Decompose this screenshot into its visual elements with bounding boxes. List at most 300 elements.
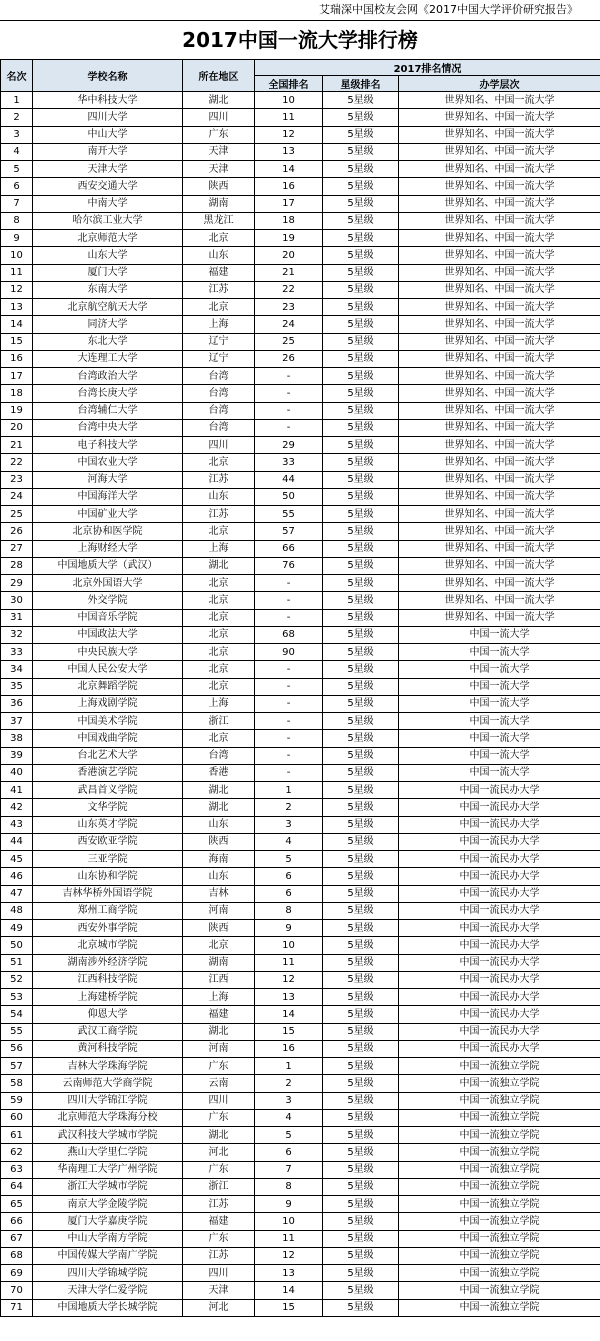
cell-school: 四川大学锦城学院	[33, 1265, 183, 1282]
cell-school-level: 中国一流民办大学	[399, 937, 600, 954]
cell-rank: 61	[1, 1127, 33, 1144]
cell-rank: 1	[1, 92, 33, 109]
cell-star-rank: 5星级	[323, 92, 399, 109]
table-row	[1, 1075, 600, 1092]
header-ranking-group: 2017排名情况	[255, 60, 600, 76]
cell-region: 上海	[183, 540, 255, 557]
cell-school-level: 世界知名、中国一流大学	[399, 109, 600, 126]
cell-star-rank: 5星级	[323, 1092, 399, 1109]
cell-region: 上海	[183, 989, 255, 1006]
cell-school-level: 中国一流民办大学	[399, 971, 600, 988]
cell-national-rank: 3	[255, 816, 323, 833]
table-row	[1, 523, 600, 540]
cell-rank: 71	[1, 1299, 33, 1316]
cell-rank: 5	[1, 161, 33, 178]
table-row	[1, 626, 600, 643]
table-row	[1, 264, 600, 281]
cell-school-level: 世界知名、中国一流大学	[399, 402, 600, 419]
cell-region: 湖南	[183, 954, 255, 971]
cell-rank: 38	[1, 730, 33, 747]
cell-region: 台湾	[183, 419, 255, 436]
cell-national-rank: 2	[255, 1075, 323, 1092]
cell-school: 湖南涉外经济学院	[33, 954, 183, 971]
cell-school-level: 中国一流大学	[399, 644, 600, 661]
cell-star-rank: 5星级	[323, 212, 399, 229]
cell-star-rank: 5星级	[323, 230, 399, 247]
cell-school-level: 中国一流民办大学	[399, 799, 600, 816]
cell-star-rank: 5星级	[323, 385, 399, 402]
cell-rank: 44	[1, 833, 33, 850]
cell-star-rank: 5星级	[323, 885, 399, 902]
cell-school: 香港演艺学院	[33, 764, 183, 781]
cell-region: 北京	[183, 609, 255, 626]
cell-rank: 42	[1, 799, 33, 816]
cell-rank: 69	[1, 1265, 33, 1282]
table-row	[1, 402, 600, 419]
table-row	[1, 1265, 600, 1282]
cell-region: 湖北	[183, 92, 255, 109]
cell-school: 厦门大学	[33, 264, 183, 281]
cell-school-level: 世界知名、中国一流大学	[399, 609, 600, 626]
cell-school-level: 中国一流独立学院	[399, 1213, 600, 1230]
cell-school: 中国地质大学（武汉）	[33, 557, 183, 574]
cell-star-rank: 5星级	[323, 540, 399, 557]
cell-rank: 21	[1, 437, 33, 454]
cell-national-rank: 18	[255, 212, 323, 229]
cell-region: 浙江	[183, 713, 255, 730]
cell-national-rank: 25	[255, 333, 323, 350]
cell-school-level: 中国一流民办大学	[399, 1006, 600, 1023]
table-row	[1, 920, 600, 937]
cell-school: 云南师范大学商学院	[33, 1075, 183, 1092]
cell-star-rank: 5星级	[323, 1299, 399, 1316]
cell-national-rank: 15	[255, 1299, 323, 1316]
cell-star-rank: 5星级	[323, 402, 399, 419]
cell-school: 天津大学仁爱学院	[33, 1282, 183, 1299]
cell-star-rank: 5星级	[323, 419, 399, 436]
cell-school-level: 世界知名、中国一流大学	[399, 195, 600, 212]
cell-school: 武汉工商学院	[33, 1023, 183, 1040]
cell-school-level: 世界知名、中国一流大学	[399, 212, 600, 229]
cell-national-rank: 10	[255, 937, 323, 954]
cell-national-rank: -	[255, 575, 323, 592]
table-row	[1, 885, 600, 902]
cell-rank: 7	[1, 195, 33, 212]
cell-region: 山东	[183, 816, 255, 833]
cell-star-rank: 5星级	[323, 143, 399, 160]
cell-region: 河南	[183, 902, 255, 919]
cell-national-rank: 15	[255, 1023, 323, 1040]
cell-star-rank: 5星级	[323, 833, 399, 850]
cell-school: 中国人民公安大学	[33, 661, 183, 678]
cell-national-rank: -	[255, 730, 323, 747]
cell-school: 北京城市学院	[33, 937, 183, 954]
cell-star-rank: 5星级	[323, 764, 399, 781]
table-row	[1, 419, 600, 436]
cell-school: 大连理工大学	[33, 350, 183, 367]
cell-school: 中国美术学院	[33, 713, 183, 730]
cell-rank: 49	[1, 920, 33, 937]
cell-school: 北京外国语大学	[33, 575, 183, 592]
cell-school-level: 世界知名、中国一流大学	[399, 281, 600, 298]
cell-star-rank: 5星级	[323, 1109, 399, 1126]
cell-rank: 47	[1, 885, 33, 902]
cell-national-rank: 10	[255, 92, 323, 109]
cell-region: 江苏	[183, 1196, 255, 1213]
cell-star-rank: 5星级	[323, 644, 399, 661]
cell-star-rank: 5星级	[323, 264, 399, 281]
cell-school-level: 世界知名、中国一流大学	[399, 471, 600, 488]
cell-national-rank: 2	[255, 799, 323, 816]
cell-school-level: 中国一流民办大学	[399, 782, 600, 799]
table-row	[1, 109, 600, 126]
header-school-level: 办学层次	[399, 76, 600, 92]
cell-national-rank: -	[255, 385, 323, 402]
cell-national-rank: 66	[255, 540, 323, 557]
cell-rank: 32	[1, 626, 33, 643]
cell-national-rank: 4	[255, 1109, 323, 1126]
cell-school: 天津大学	[33, 161, 183, 178]
cell-rank: 16	[1, 350, 33, 367]
table-row	[1, 281, 600, 298]
cell-school-level: 中国一流独立学院	[399, 1127, 600, 1144]
cell-star-rank: 5星级	[323, 1006, 399, 1023]
cell-star-rank: 5星级	[323, 1265, 399, 1282]
cell-school: 外交学院	[33, 592, 183, 609]
cell-school-level: 世界知名、中国一流大学	[399, 523, 600, 540]
cell-region: 天津	[183, 143, 255, 160]
cell-rank: 35	[1, 678, 33, 695]
cell-school-level: 中国一流民办大学	[399, 989, 600, 1006]
table-body	[1, 92, 600, 1317]
cell-region: 陕西	[183, 920, 255, 937]
cell-rank: 19	[1, 402, 33, 419]
cell-school-level: 世界知名、中国一流大学	[399, 454, 600, 471]
cell-national-rank: 6	[255, 1144, 323, 1161]
cell-region: 上海	[183, 695, 255, 712]
cell-region: 北京	[183, 592, 255, 609]
cell-national-rank: 17	[255, 195, 323, 212]
cell-school: 南开大学	[33, 143, 183, 160]
cell-school: 西安欧亚学院	[33, 833, 183, 850]
cell-national-rank: 9	[255, 1196, 323, 1213]
cell-national-rank: -	[255, 402, 323, 419]
table-row	[1, 1230, 600, 1247]
cell-rank: 14	[1, 316, 33, 333]
cell-school: 同济大学	[33, 316, 183, 333]
cell-rank: 63	[1, 1161, 33, 1178]
cell-school-level: 世界知名、中国一流大学	[399, 368, 600, 385]
cell-region: 广东	[183, 1109, 255, 1126]
cell-rank: 68	[1, 1247, 33, 1264]
table-row	[1, 126, 600, 143]
table-row	[1, 1023, 600, 1040]
cell-region: 陕西	[183, 833, 255, 850]
cell-school-level: 中国一流独立学院	[399, 1265, 600, 1282]
cell-school-level: 中国一流独立学院	[399, 1092, 600, 1109]
cell-national-rank: 13	[255, 1265, 323, 1282]
cell-region: 广东	[183, 1058, 255, 1075]
table-row	[1, 368, 600, 385]
cell-star-rank: 5星级	[323, 730, 399, 747]
cell-school: 郑州工商学院	[33, 902, 183, 919]
cell-school: 山东协和学院	[33, 868, 183, 885]
cell-school-level: 中国一流大学	[399, 747, 600, 764]
cell-rank: 27	[1, 540, 33, 557]
table-row	[1, 954, 600, 971]
cell-school: 中国地质大学长城学院	[33, 1299, 183, 1316]
cell-rank: 46	[1, 868, 33, 885]
cell-school: 中山大学	[33, 126, 183, 143]
cell-national-rank: 20	[255, 247, 323, 264]
cell-national-rank: 26	[255, 350, 323, 367]
cell-school-level: 中国一流大学	[399, 661, 600, 678]
cell-rank: 52	[1, 971, 33, 988]
cell-school-level: 中国一流民办大学	[399, 1040, 600, 1057]
cell-school: 东北大学	[33, 333, 183, 350]
cell-star-rank: 5星级	[323, 1144, 399, 1161]
cell-rank: 11	[1, 264, 33, 281]
cell-school: 中山大学南方学院	[33, 1230, 183, 1247]
cell-region: 江西	[183, 971, 255, 988]
cell-region: 浙江	[183, 1178, 255, 1195]
table-row	[1, 1109, 600, 1126]
cell-school: 浙江大学城市学院	[33, 1178, 183, 1195]
cell-rank: 40	[1, 764, 33, 781]
table-row	[1, 1040, 600, 1057]
cell-region: 四川	[183, 1265, 255, 1282]
table-row	[1, 195, 600, 212]
cell-region: 湖北	[183, 782, 255, 799]
cell-region: 陕西	[183, 178, 255, 195]
cell-star-rank: 5星级	[323, 350, 399, 367]
cell-rank: 30	[1, 592, 33, 609]
cell-star-rank: 5星级	[323, 1213, 399, 1230]
header-star-rank: 星级排名	[323, 76, 399, 92]
cell-region: 上海	[183, 316, 255, 333]
cell-national-rank: -	[255, 419, 323, 436]
cell-school-level: 世界知名、中国一流大学	[399, 178, 600, 195]
cell-rank: 64	[1, 1178, 33, 1195]
cell-school-level: 中国一流独立学院	[399, 1178, 600, 1195]
cell-region: 江苏	[183, 471, 255, 488]
cell-school: 河海大学	[33, 471, 183, 488]
table-row	[1, 1161, 600, 1178]
table-row	[1, 178, 600, 195]
cell-school-level: 世界知名、中国一流大学	[399, 540, 600, 557]
cell-school-level: 中国一流民办大学	[399, 851, 600, 868]
header-rank: 名次	[1, 60, 33, 92]
cell-national-rank: 50	[255, 488, 323, 505]
cell-star-rank: 5星级	[323, 1040, 399, 1057]
cell-school-level: 世界知名、中国一流大学	[399, 592, 600, 609]
cell-star-rank: 5星级	[323, 592, 399, 609]
cell-region: 湖北	[183, 1127, 255, 1144]
cell-national-rank: 6	[255, 868, 323, 885]
table-row	[1, 385, 600, 402]
cell-star-rank: 5星级	[323, 695, 399, 712]
table-row	[1, 1092, 600, 1109]
cell-school-level: 世界知名、中国一流大学	[399, 488, 600, 505]
cell-school-level: 世界知名、中国一流大学	[399, 350, 600, 367]
table-row	[1, 92, 600, 109]
cell-region: 四川	[183, 437, 255, 454]
cell-rank: 28	[1, 557, 33, 574]
cell-national-rank: 13	[255, 989, 323, 1006]
cell-rank: 25	[1, 506, 33, 523]
cell-star-rank: 5星级	[323, 488, 399, 505]
cell-region: 北京	[183, 730, 255, 747]
cell-region: 北京	[183, 644, 255, 661]
table-row	[1, 644, 600, 661]
cell-school-level: 中国一流独立学院	[399, 1282, 600, 1299]
cell-rank: 59	[1, 1092, 33, 1109]
cell-school: 黄河科技学院	[33, 1040, 183, 1057]
cell-national-rank: 29	[255, 437, 323, 454]
cell-star-rank: 5星级	[323, 1230, 399, 1247]
cell-national-rank: 9	[255, 920, 323, 937]
cell-national-rank: -	[255, 747, 323, 764]
table-row	[1, 161, 600, 178]
cell-star-rank: 5星级	[323, 851, 399, 868]
cell-star-rank: 5星级	[323, 661, 399, 678]
table-row	[1, 851, 600, 868]
cell-region: 北京	[183, 661, 255, 678]
cell-rank: 54	[1, 1006, 33, 1023]
cell-school-level: 中国一流民办大学	[399, 920, 600, 937]
cell-region: 台湾	[183, 385, 255, 402]
cell-national-rank: -	[255, 678, 323, 695]
cell-national-rank: 76	[255, 557, 323, 574]
cell-region: 台湾	[183, 402, 255, 419]
cell-rank: 60	[1, 1109, 33, 1126]
cell-region: 香港	[183, 764, 255, 781]
cell-school: 西安外事学院	[33, 920, 183, 937]
cell-school: 中国海洋大学	[33, 488, 183, 505]
cell-school-level: 中国一流独立学院	[399, 1196, 600, 1213]
cell-school: 北京航空航天大学	[33, 299, 183, 316]
cell-star-rank: 5星级	[323, 126, 399, 143]
cell-rank: 17	[1, 368, 33, 385]
table-row	[1, 350, 600, 367]
cell-school: 上海建桥学院	[33, 989, 183, 1006]
table-row	[1, 799, 600, 816]
cell-region: 江苏	[183, 281, 255, 298]
cell-rank: 37	[1, 713, 33, 730]
table-row	[1, 575, 600, 592]
cell-school: 台湾长庚大学	[33, 385, 183, 402]
cell-star-rank: 5星级	[323, 523, 399, 540]
cell-school-level: 世界知名、中国一流大学	[399, 230, 600, 247]
cell-school: 北京协和医学院	[33, 523, 183, 540]
cell-school-level: 中国一流民办大学	[399, 868, 600, 885]
cell-rank: 4	[1, 143, 33, 160]
cell-school-level: 中国一流独立学院	[399, 1230, 600, 1247]
cell-school-level: 中国一流独立学院	[399, 1247, 600, 1264]
cell-rank: 31	[1, 609, 33, 626]
cell-school: 燕山大学里仁学院	[33, 1144, 183, 1161]
cell-national-rank: 14	[255, 1282, 323, 1299]
cell-rank: 20	[1, 419, 33, 436]
cell-region: 江苏	[183, 1247, 255, 1264]
cell-school: 华中科技大学	[33, 92, 183, 109]
table-row	[1, 1178, 600, 1195]
cell-school-level: 世界知名、中国一流大学	[399, 247, 600, 264]
table-row	[1, 1282, 600, 1299]
cell-rank: 62	[1, 1144, 33, 1161]
table-row	[1, 747, 600, 764]
cell-star-rank: 5星级	[323, 902, 399, 919]
cell-school-level: 中国一流独立学院	[399, 1109, 600, 1126]
cell-region: 台湾	[183, 747, 255, 764]
cell-school-level: 中国一流独立学院	[399, 1161, 600, 1178]
cell-national-rank: 7	[255, 1161, 323, 1178]
cell-national-rank: 11	[255, 954, 323, 971]
cell-rank: 15	[1, 333, 33, 350]
cell-region: 天津	[183, 161, 255, 178]
cell-school-level: 世界知名、中国一流大学	[399, 92, 600, 109]
cell-school-level: 中国一流独立学院	[399, 1058, 600, 1075]
cell-region: 黑龙江	[183, 212, 255, 229]
cell-region: 海南	[183, 851, 255, 868]
table-row	[1, 212, 600, 229]
cell-star-rank: 5星级	[323, 506, 399, 523]
cell-region: 天津	[183, 1282, 255, 1299]
cell-region: 云南	[183, 1075, 255, 1092]
table-row	[1, 506, 600, 523]
cell-rank: 29	[1, 575, 33, 592]
cell-school-level: 中国一流大学	[399, 626, 600, 643]
cell-rank: 66	[1, 1213, 33, 1230]
cell-star-rank: 5星级	[323, 1075, 399, 1092]
cell-national-rank: 19	[255, 230, 323, 247]
cell-school: 华南理工大学广州学院	[33, 1161, 183, 1178]
cell-region: 湖南	[183, 195, 255, 212]
cell-school: 厦门大学嘉庚学院	[33, 1213, 183, 1230]
cell-school: 西安交通大学	[33, 178, 183, 195]
cell-region: 山东	[183, 868, 255, 885]
cell-school: 武昌首义学院	[33, 782, 183, 799]
table-row	[1, 1006, 600, 1023]
cell-region: 北京	[183, 454, 255, 471]
cell-star-rank: 5星级	[323, 109, 399, 126]
table-row	[1, 1058, 600, 1075]
cell-star-rank: 5星级	[323, 713, 399, 730]
cell-star-rank: 5星级	[323, 437, 399, 454]
cell-school-level: 世界知名、中国一流大学	[399, 506, 600, 523]
cell-national-rank: -	[255, 661, 323, 678]
cell-school: 中国矿业大学	[33, 506, 183, 523]
cell-star-rank: 5星级	[323, 575, 399, 592]
cell-region: 北京	[183, 626, 255, 643]
cell-rank: 8	[1, 212, 33, 229]
table-row	[1, 1144, 600, 1161]
cell-school: 江西科技学院	[33, 971, 183, 988]
cell-school: 台北艺术大学	[33, 747, 183, 764]
cell-region: 江苏	[183, 506, 255, 523]
cell-school: 中国传媒大学南广学院	[33, 1247, 183, 1264]
table-row	[1, 695, 600, 712]
cell-star-rank: 5星级	[323, 782, 399, 799]
cell-national-rank: -	[255, 695, 323, 712]
cell-national-rank: 3	[255, 1092, 323, 1109]
cell-rank: 13	[1, 299, 33, 316]
table-row	[1, 143, 600, 160]
cell-school-level: 中国一流大学	[399, 764, 600, 781]
table-row	[1, 713, 600, 730]
cell-region: 四川	[183, 109, 255, 126]
cell-school: 台湾辅仁大学	[33, 402, 183, 419]
